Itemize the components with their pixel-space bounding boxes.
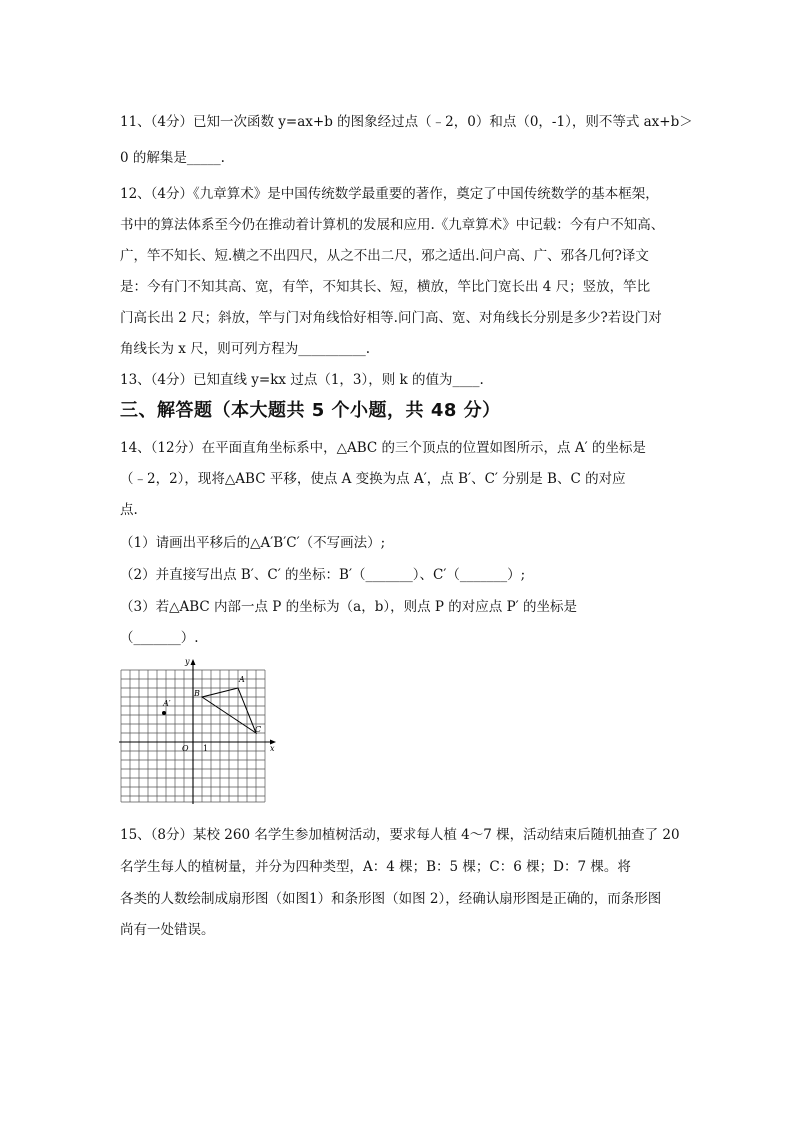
question-12-line-5: 门高长出 2 尺；斜放，竿与门对角线恰好相等.问门高、宽、对角线长分别是多少?若设门对 bbox=[120, 310, 662, 326]
question-12-line-4: 是：今有门不知其高、宽，有竿，不知其长、短，横放，竿比门宽长出 4 尺；竖放，竿比 bbox=[120, 279, 651, 295]
question-14-part-3: （3）若△ABC 内部一点 P 的坐标为（a，b），则点 P 的对应点 P′ 的坐标是 bbox=[120, 599, 578, 615]
unit-label: 1 bbox=[203, 744, 209, 753]
question-12-line-6: 角线长为 x 尺，则可列方程为__________. bbox=[120, 341, 370, 357]
question-12-line-1: 12、（4分）《九章算术》是中国传统数学最重要的著作，奠定了中国传统数学的基本框架， bbox=[120, 186, 659, 202]
point-c-label: C bbox=[255, 725, 262, 734]
question-12-line-2: 书中的算法体系至今仍在推动着计算机的发展和应用.《九章算术》中记载：今有户不知高、 bbox=[120, 217, 665, 233]
origin-label: O bbox=[182, 744, 189, 753]
y-axis-label: y bbox=[185, 657, 190, 666]
question-14-part-1: （1）请画出平移后的△A′B′C′（不写画法）; bbox=[120, 535, 386, 551]
question-15-line-3: 各类的人数绘制成扇形图（如图1）和条形图（如图 2），经确认扇形图是正确的，而条形图 bbox=[120, 891, 662, 907]
point-b-label: B bbox=[194, 689, 200, 698]
question-13-line-1: 13、（4分）已知直线 y=kx 过点（1，3），则 k 的值为____. bbox=[120, 372, 484, 388]
question-14-line-3: 点. bbox=[120, 502, 138, 518]
question-14-line-2: （﹣2，2），现将△ABC 平移，使点 A 变换为点 A′，点 B′、C′ 分别是 B、C 的对应 bbox=[120, 471, 626, 487]
point-a-label: A bbox=[239, 675, 245, 684]
x-axis-label: x bbox=[270, 744, 275, 753]
question-14-part-3-blank: （_______）. bbox=[120, 630, 199, 646]
coordinate-grid-figure bbox=[116, 652, 286, 808]
question-15-line-4: 尚有一处错误。 bbox=[120, 922, 215, 938]
question-14-part-2: （2）并直接写出点 B′、C′ 的坐标：B′（_______）、C′（_______）; bbox=[120, 567, 526, 583]
question-15-line-2: 名学生每人的植树量，并分为四种类型，A：4 棵；B：5 棵；C：6 棵；D：7 棵。将 bbox=[120, 859, 631, 875]
y-axis-arrow bbox=[191, 659, 196, 665]
question-14-line-1: 14、（12分）在平面直角坐标系中，△ABC 的三个顶点的位置如图所示，点 A′ 的坐标是 bbox=[120, 440, 646, 456]
question-15-line-1: 15、（8分）某校 260 名学生参加植树活动，要求每人植 4～7 棵，活动结束后随机抽查了 20 bbox=[120, 827, 680, 843]
section-3-heading: 三、解答题（本大题共 5 个小题，共 48 分） bbox=[120, 400, 501, 421]
question-12-line-3: 广，竿不知长、短.横之不出四尺，从之不出二尺，邪之适出.问户高、广、邪各几何?译文 bbox=[120, 248, 649, 264]
point-a-prime bbox=[162, 711, 166, 715]
question-11-line-1: 11、（4分）已知一次函数 y=ax+b 的图象经过点（﹣2，0）和点（0，-1），则不等式 ax+b＞ bbox=[120, 114, 693, 130]
question-11-line-2: 0 的解集是_____. bbox=[120, 150, 225, 166]
point-a-prime-label: A′ bbox=[163, 699, 171, 708]
